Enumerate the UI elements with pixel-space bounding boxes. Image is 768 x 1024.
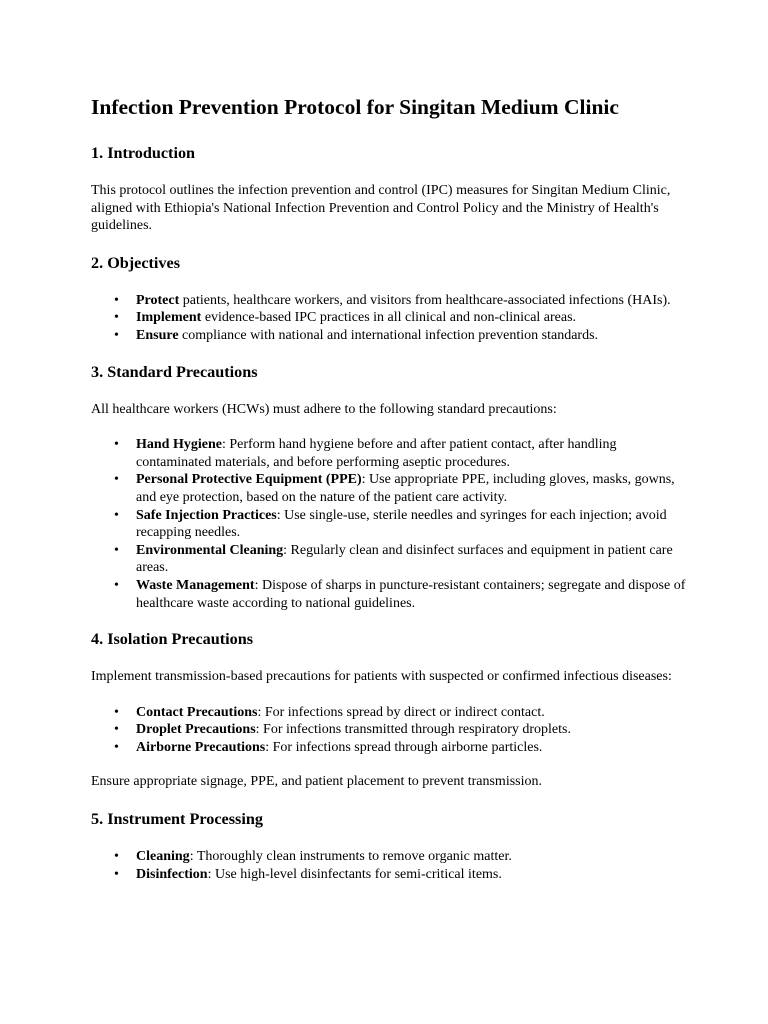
item-separator: : — [361, 472, 370, 488]
item-separator: : — [257, 704, 265, 720]
bullet-icon: • — [114, 542, 119, 558]
item-text: Regularly clean and disinfect surfaces and equipment in patient care areas. — [136, 542, 673, 576]
list-item — [114, 721, 691, 739]
bullet-icon: • — [114, 704, 119, 720]
item-text: Dispose of sharps in puncture-resistant containers; segregate and dispose of healthcare waste according to national guidelines. — [136, 577, 686, 611]
item-text: For infections spread through airborne particles. — [272, 739, 543, 755]
bullet-icon: • — [114, 437, 119, 453]
bullet-list — [91, 848, 691, 883]
item-separator: : — [221, 437, 230, 453]
section-isolation-precautions — [91, 629, 691, 791]
section-heading: 4. Isolation Precautions — [91, 630, 254, 649]
item-text: Use high-level disinfectants for semi-critical items. — [214, 866, 502, 882]
bullet-icon: • — [114, 327, 119, 343]
item-term: Safe Injection Practices — [136, 507, 277, 523]
section-objectives — [91, 253, 691, 345]
section-paragraph: This protocol outlines the infection prevention and control (IPC) measures for Singitan Medium Clinic, aligned with Ethiopia's National Infection Prevention and Control Policy and the Ministry of Health's guidelines. — [91, 183, 671, 234]
bullet-list — [91, 292, 691, 345]
bullet-icon: • — [114, 472, 119, 488]
list-item — [114, 739, 691, 757]
item-separator: : — [255, 722, 264, 738]
bullet-list — [91, 436, 691, 612]
list-item — [114, 577, 691, 612]
item-text: patients, healthcare workers, and visitors from healthcare-associated infections (HAIs). — [182, 292, 671, 308]
bullet-icon: • — [114, 739, 119, 755]
item-term: Hand Hygiene — [136, 437, 222, 453]
list-item — [114, 327, 691, 345]
bullet-icon: • — [114, 292, 119, 308]
item-term: Cleaning — [136, 849, 190, 865]
list-item — [114, 848, 691, 866]
bullet-icon: • — [114, 310, 119, 326]
bullet-icon: • — [114, 577, 119, 593]
item-separator: : — [254, 577, 262, 593]
item-text: For infections spread by direct or indirect contact. — [264, 704, 545, 720]
bullet-icon: • — [114, 722, 119, 738]
section-paragraph: Implement transmission-based precautions for patients with suspected or confirmed infectious diseases: — [91, 669, 672, 685]
item-term: Implement — [136, 310, 202, 326]
section-instrument-processing — [91, 809, 691, 883]
item-text: Thoroughly clean instruments to remove organic matter. — [196, 849, 512, 865]
section-paragraph: All healthcare workers (HCWs) must adhere to the following standard precautions: — [91, 401, 557, 417]
section-paragraph: Ensure appropriate signage, PPE, and patient placement to prevent transmission. — [91, 774, 542, 790]
item-text: compliance with national and international infection prevention standards. — [182, 327, 599, 343]
document-body — [91, 93, 691, 900]
item-separator: : — [283, 542, 291, 558]
item-separator: : — [265, 739, 273, 755]
section-heading: 3. Standard Precautions — [91, 362, 258, 381]
section-standard-precautions — [91, 362, 691, 613]
item-term: Protect — [136, 292, 180, 308]
section-introduction — [91, 143, 691, 235]
item-term: Contact Precautions — [136, 704, 258, 720]
item-term: Waste Management — [136, 577, 255, 593]
bullet-list — [91, 704, 691, 757]
list-item — [114, 292, 691, 310]
section-heading: 5. Instrument Processing — [91, 810, 263, 829]
list-item — [114, 542, 691, 577]
item-term: Personal Protective Equipment (PPE) — [136, 472, 362, 488]
list-item — [114, 309, 691, 327]
item-separator: : — [189, 849, 197, 865]
bullet-icon: • — [114, 866, 119, 882]
item-text: Use single-use, sterile needles and syringes for each injection; avoid recapping needles. — [136, 507, 667, 541]
item-text: evidence-based IPC practices in all clinical and non-clinical areas. — [204, 310, 577, 326]
item-separator: : — [276, 507, 285, 523]
item-term: Airborne Precautions — [136, 739, 266, 755]
item-text: For infections transmitted through respiratory droplets. — [263, 722, 571, 738]
item-text: Use appropriate PPE, including gloves, masks, gowns, and eye protection, based on the nature of the patient care activity. — [136, 472, 675, 505]
item-term: Droplet Precautions — [136, 722, 256, 738]
item-term: Ensure — [136, 327, 179, 343]
list-item — [114, 507, 691, 542]
document-title: Infection Prevention Protocol for Singitan Medium Clinic — [91, 95, 619, 119]
list-item — [114, 436, 691, 471]
section-heading: 2. Objectives — [91, 253, 181, 272]
bullet-icon: • — [114, 507, 119, 523]
list-item — [114, 866, 691, 884]
list-item — [114, 471, 691, 506]
list-item — [114, 704, 691, 722]
item-text: Perform hand hygiene before and after patient contact, after handling contaminated materials, and before performing aseptic procedures. — [136, 437, 617, 470]
bullet-icon: • — [114, 849, 119, 865]
item-separator: : — [207, 866, 215, 882]
item-term: Disinfection — [136, 866, 208, 882]
item-term: Environmental Cleaning — [136, 542, 284, 558]
section-heading: 1. Introduction — [91, 144, 196, 162]
